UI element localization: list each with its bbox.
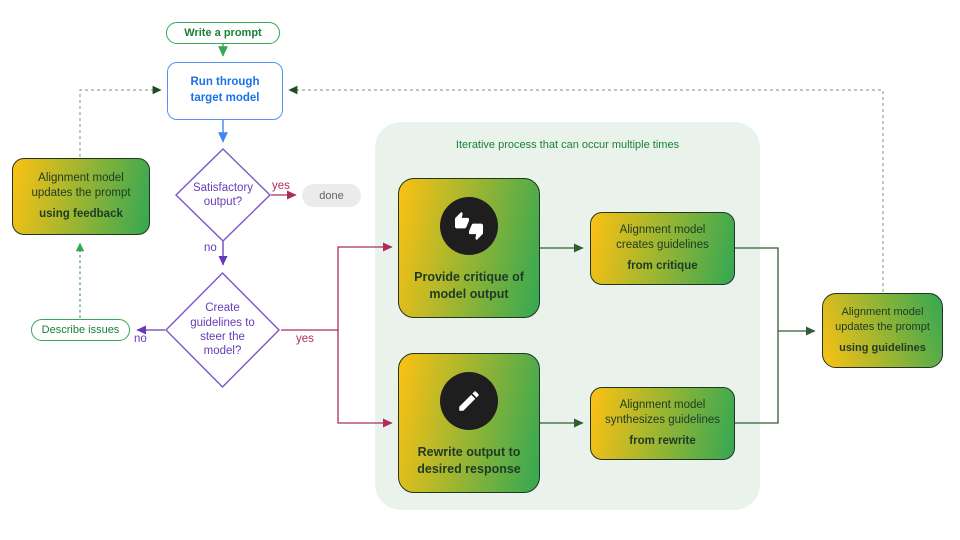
updates-line1: Alignment model	[841, 305, 924, 318]
provide-critique-node	[398, 178, 540, 318]
creates-guidelines-node	[590, 212, 735, 285]
decision1-label: Satisfactory output?	[192, 181, 254, 208]
start-node-label: Write a prompt	[184, 27, 262, 39]
updates-line2: updates the prompt	[835, 321, 930, 334]
synthesizes-bold-line: from rewrite	[629, 434, 696, 447]
rewrite-line1: Rewrite output to	[417, 445, 521, 459]
icon-circle	[440, 197, 498, 255]
done-node	[302, 184, 361, 207]
critique-line2: model output	[429, 286, 509, 301]
decision1-yes-label: yes	[272, 180, 290, 192]
alignment-updates-prompt-feedback-node	[12, 158, 150, 235]
synthesizes-line2: synthesizes guidelines	[604, 414, 721, 427]
decision2-yes-label: yes	[296, 333, 314, 345]
decision2-no-label: no	[134, 333, 147, 345]
decision2-label: Create guidelines to steer the model?	[190, 302, 255, 358]
describe-issues-node	[31, 319, 130, 341]
decision1-no-label: no	[204, 242, 217, 254]
thumbs-up-down-icon	[455, 212, 483, 240]
rewrite-line2: desired response	[417, 461, 521, 476]
create-guidelines-decision	[165, 272, 280, 388]
creates-line2: creates guidelines	[616, 239, 709, 252]
feedback-line1: Alignment model	[38, 171, 124, 184]
critique-line1: Provide critique of	[414, 270, 524, 284]
run-node-line1: Run through	[190, 76, 260, 89]
creates-bold-line: from critique	[627, 259, 698, 272]
synthesizes-line1: Alignment model	[619, 398, 706, 411]
start-node-write-a-prompt	[166, 22, 280, 44]
done-label: done	[319, 189, 344, 202]
iterative-process-title: Iterative process that can occur multiple times	[455, 139, 680, 151]
updates-prompt-guidelines-node	[822, 293, 943, 368]
creates-line1: Alignment model	[619, 223, 706, 236]
describe-issues-label: Describe issues	[41, 324, 120, 336]
satisfactory-output-decision	[175, 148, 271, 242]
feedback-line2: updates the prompt	[31, 187, 131, 200]
rewrite-output-node	[398, 353, 540, 493]
run-node-line2: target model	[190, 92, 260, 104]
pencil-icon	[456, 388, 482, 414]
synthesizes-guidelines-node	[590, 387, 735, 460]
feedback-bold-line: using feedback	[39, 207, 123, 220]
updates-bold-line: using guidelines	[839, 341, 926, 354]
icon-circle	[440, 372, 498, 430]
run-through-target-model-node	[167, 62, 283, 120]
